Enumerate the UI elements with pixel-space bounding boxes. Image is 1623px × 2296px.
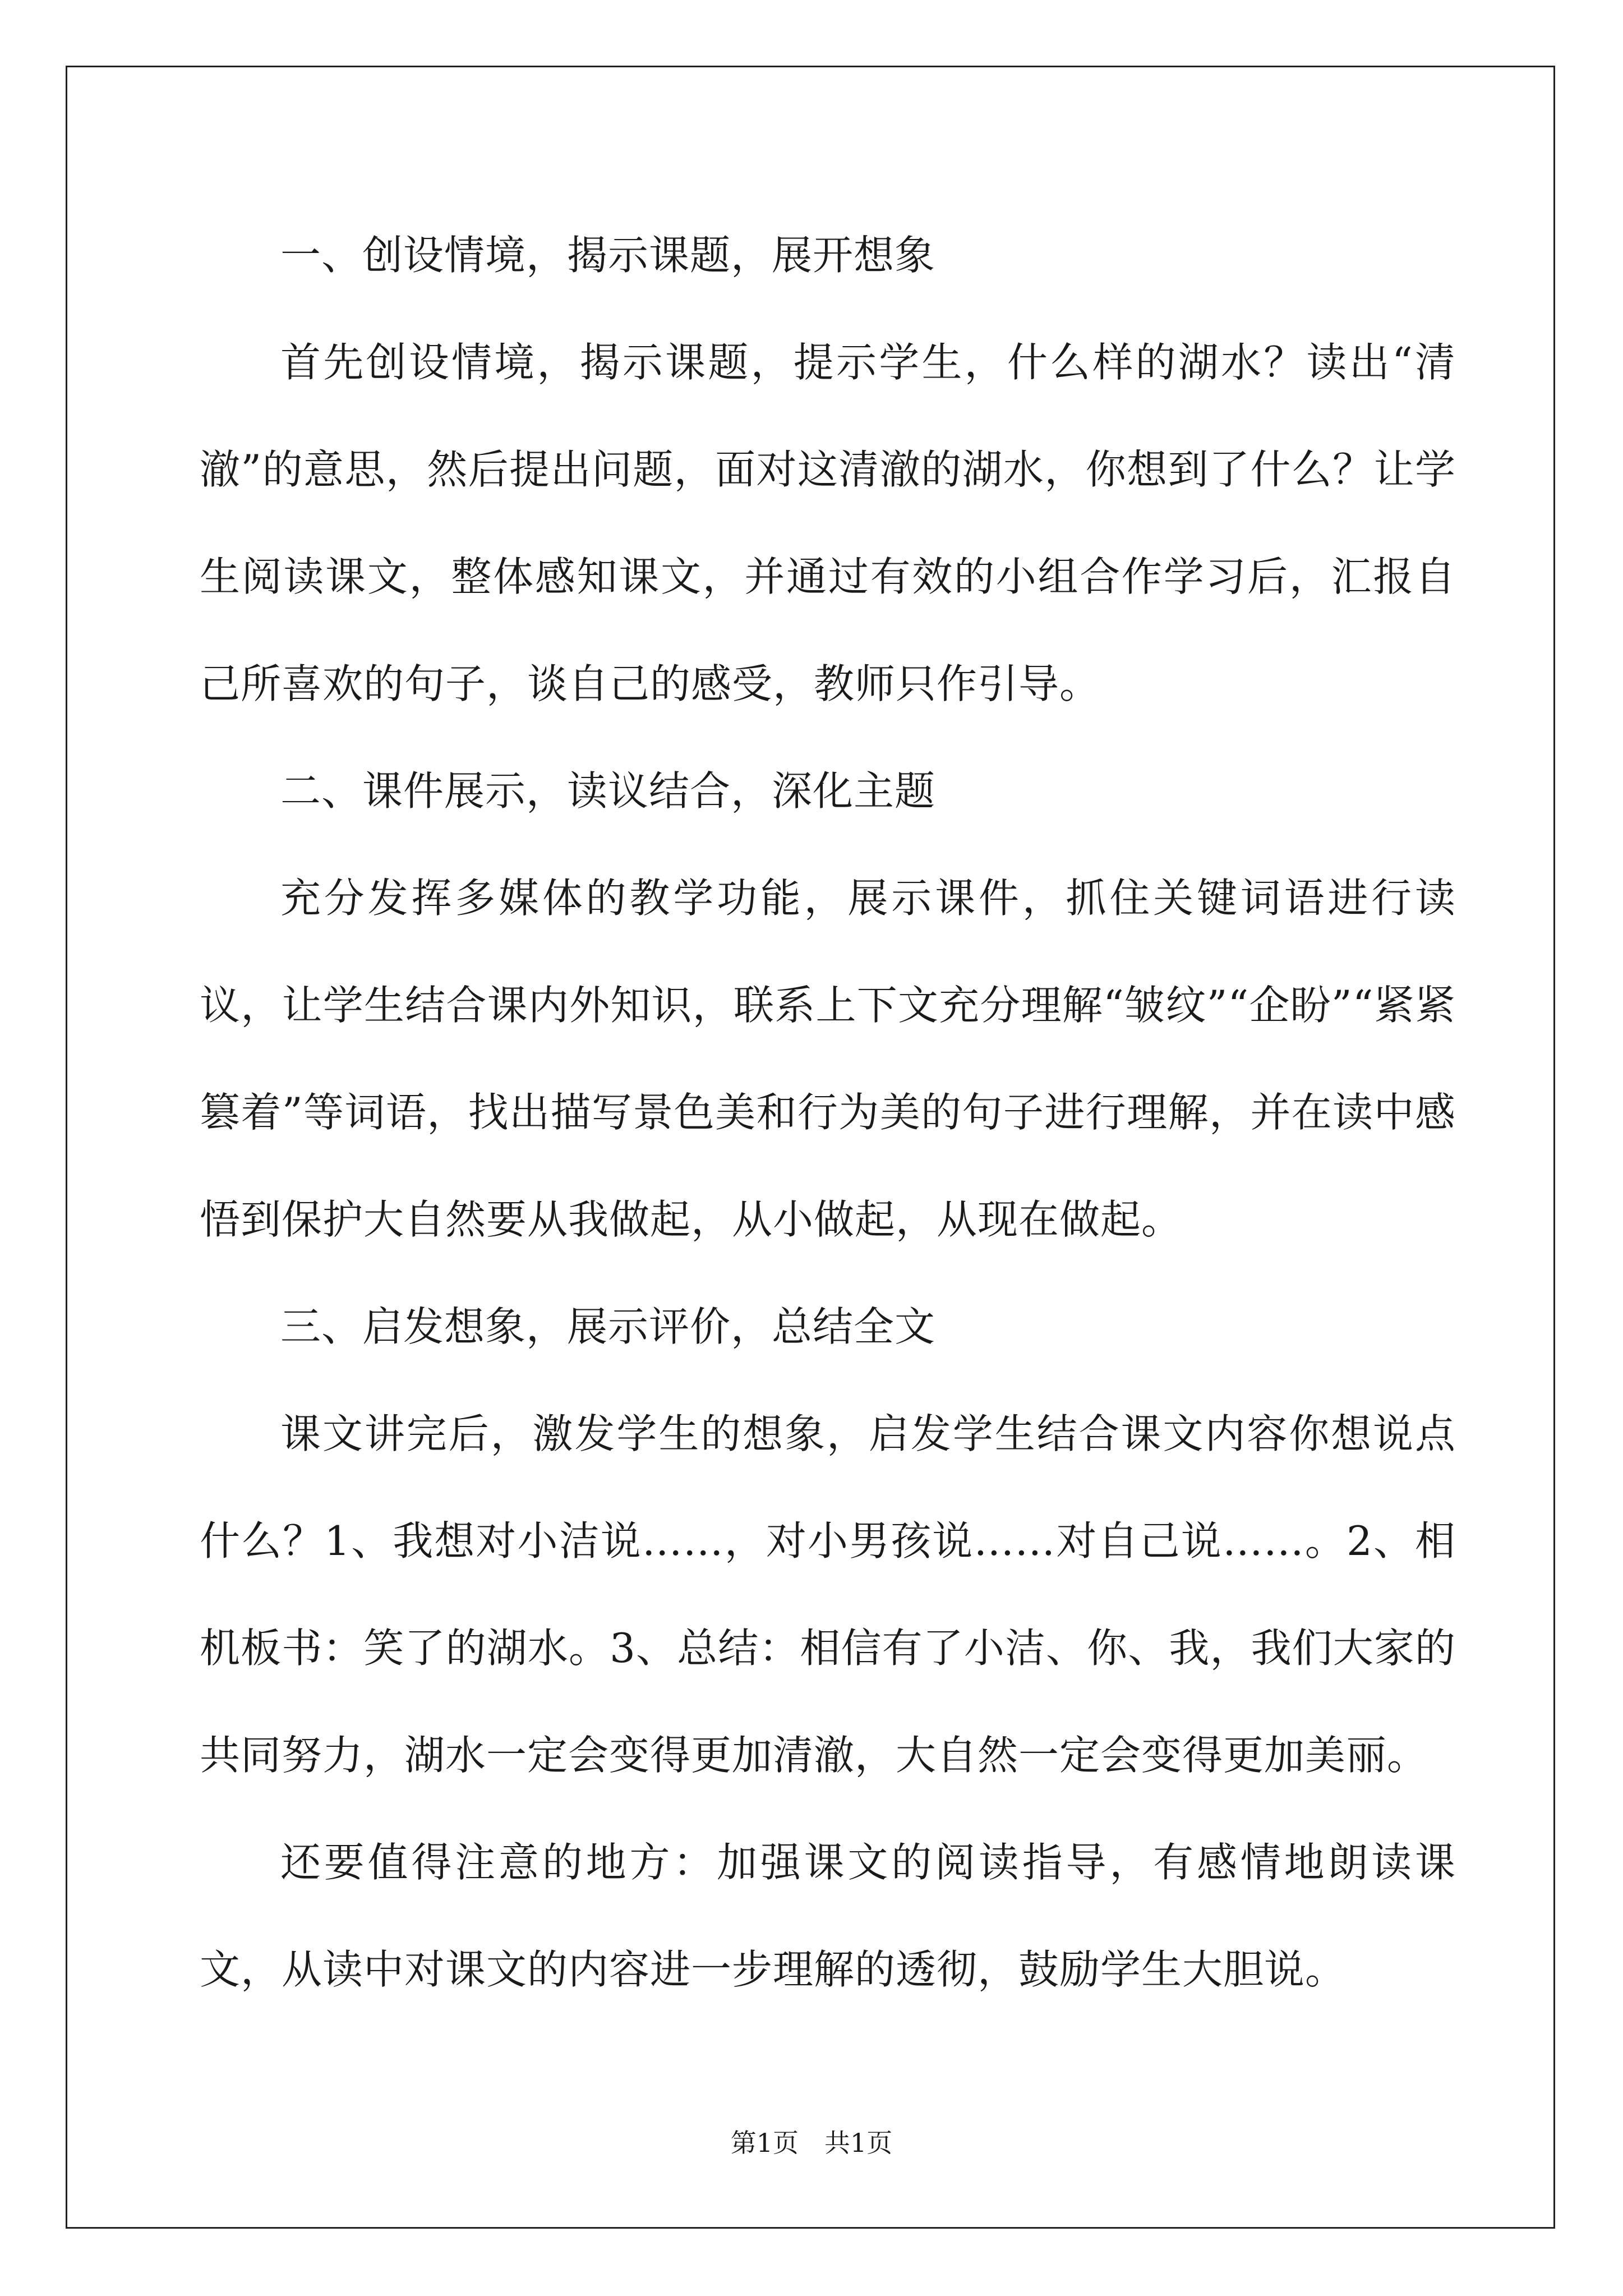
section-heading-2: 二、课件展示，读议结合，深化主题 xyxy=(280,767,936,815)
section-heading-3: 三、启发想象，展示评价，总结全文 xyxy=(280,1303,936,1350)
page-footer xyxy=(0,2126,1623,2160)
paragraph-1: 首先创设情境，揭示课题，提示学生，什么样的湖水？读出“清澈”的意思，然后提出问题，面对这清澈的湖水，你想到了什么？让学生阅读课文，整体感知课文，并通过有效的小组合作学习后，汇报自己所喜欢的句子，谈自己的感受，教师只作引导。 xyxy=(200,339,1456,707)
page-number: 第1页 xyxy=(730,2128,799,2158)
paragraph-4: 还要值得注意的地方：加强课文的阅读指导，有感情地朗读课文，从读中对课文的内容进一步理解的透彻，鼓励学生大胆说。 xyxy=(200,1839,1456,1993)
paragraph-3: 课文讲完后，激发学生的想象，启发学生结合课文内容你想说点什么？1、我想对小洁说……，对小男孩说……对自己说……。2、相机板书：笑了的湖水。3、总结：相信有了小洁、你、我，我们大家的共同努力，湖水一定会变得更加清澈，大自然一定会变得更加美丽。 xyxy=(200,1410,1456,1779)
section-heading-1: 一、创设情境，揭示课题，展开想象 xyxy=(280,232,936,279)
paragraph-2: 充分发挥多媒体的教学功能，展示课件，抓住关键词语进行读议，让学生结合课内外知识，联系上下文充分理解“皱纹”“企盼”“紧紧篡着”等词语，找出描写景色美和行为美的句子进行理解，并在读中感悟到保护大自然要从我做起，从小做起，从现在做起。 xyxy=(200,875,1456,1243)
document-body xyxy=(200,202,1456,2023)
page-total: 共1页 xyxy=(824,2128,893,2158)
